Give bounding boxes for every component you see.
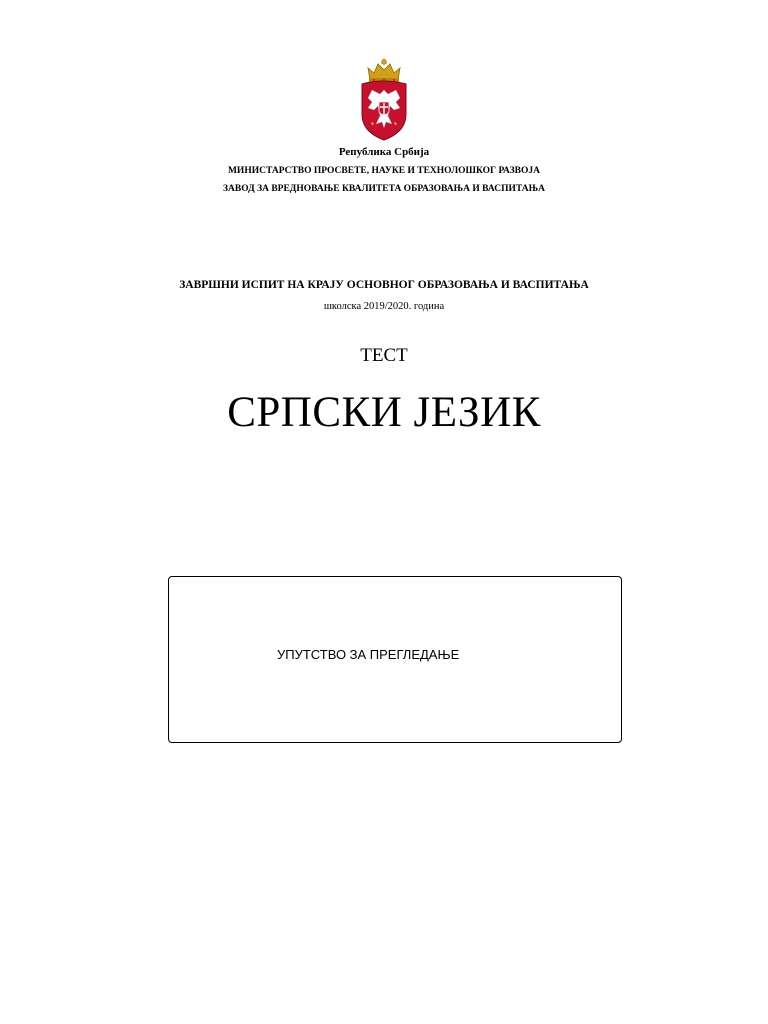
instructions-box [168, 576, 622, 743]
shield-icon [362, 81, 406, 140]
ministry-name: МИНИСТАРСТВО ПРОСВЕТЕ, НАУКЕ И ТЕХНОЛОШКОГ РАЗВОЈА [227, 166, 541, 176]
republic-name: Република Србија [338, 146, 430, 158]
institute-name: ЗАВОД ЗА ВРЕДНОВАЊЕ КВАЛИТЕТА ОБРАЗОВАЊА И ВАСПИТАЊА [223, 184, 545, 194]
test-label: ТЕСТ [360, 345, 408, 366]
coat-of-arms-icon [358, 58, 410, 142]
exam-title: ЗАВРШНИ ИСПИТ НА КРАЈУ ОСНОВНОГ ОБРАЗОВАЊА И ВАСПИТАЊА [179, 279, 589, 291]
crown-icon [368, 59, 400, 83]
school-year: школска 2019/2020. година [323, 301, 445, 312]
instructions-label: УПУТСТВО ЗА ПРЕГЛЕДАЊЕ [277, 647, 460, 662]
subject-title: СРПСКИ ЈЕЗИК [227, 389, 541, 436]
